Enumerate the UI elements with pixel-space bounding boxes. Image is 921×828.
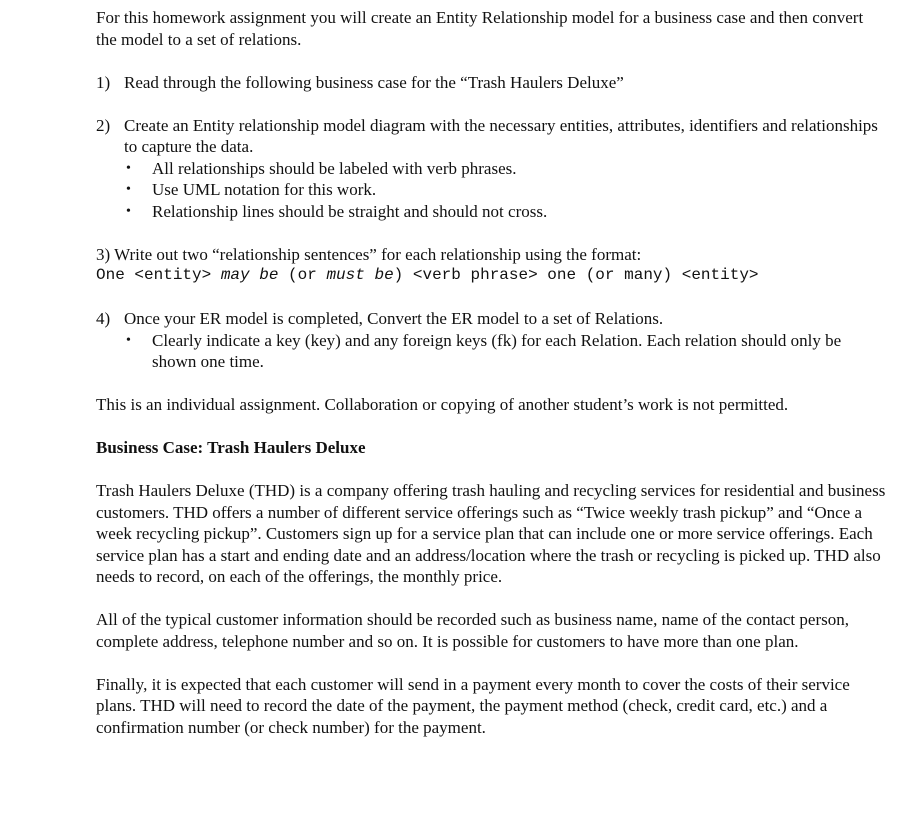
step-2 (96, 115, 886, 223)
bullet-glyph: • (126, 203, 131, 219)
format-must-be: must be (326, 266, 394, 284)
step-number: 1) (96, 72, 111, 92)
step-text: Create an Entity relationship model diagram with the necessary entities, attributes, identifiers and relationships to capture the data. (124, 115, 878, 156)
bullet-text: Clearly indicate a key (key) and any foreign keys (fk) for each Relation. Each relation should only be shown one time. (152, 330, 842, 371)
format-part: One <entity> (96, 266, 221, 284)
case-paragraph-2: All of the typical customer information should be recorded such as business name, name of the contact person, complete address, telephone number and so on. It is possible for customers to have more than one plan. (96, 610, 849, 651)
bullet-item (124, 201, 886, 223)
bullet-item (124, 158, 886, 180)
step-1 (96, 72, 886, 94)
step-number: 3) (96, 244, 111, 264)
bullet-glyph: • (126, 332, 131, 348)
intro-paragraph: For this homework assignment you will create an Entity Relationship model for a business case and then convert the model to a set of relations. (96, 8, 864, 49)
bullet-glyph: • (126, 160, 131, 176)
bullet-text: All relationships should be labeled with verb phrases. (152, 158, 517, 178)
step-number: 2) (96, 115, 111, 135)
bullet-item (124, 330, 886, 373)
step-3-line (96, 244, 886, 266)
step-4-bullets (124, 330, 886, 373)
step-number: 4) (96, 309, 111, 328)
case-paragraph-3: Finally, it is expected that each customer will send in a payment every month to cover the costs of their service plans. THD will need to record the date of the payment, the payment method (check, credit card, etc.) and a confirmation number (or check number) for the payment. (96, 674, 850, 737)
step-3 (96, 244, 886, 287)
individual-note: This is an individual assignment. Collaboration or copying of another student’s work is not permitted. (96, 395, 789, 414)
step-text: Read through the following business case for the “Trash Haulers Deluxe” (124, 72, 624, 92)
format-part: ) <verb phrase> one (or many) <entity> (393, 266, 759, 284)
bullet-text: Use UML notation for this work. (152, 180, 377, 199)
document-body (96, 7, 886, 738)
format-part: (or (278, 266, 327, 284)
case-heading: Business Case: Trash Haulers Deluxe (96, 438, 366, 457)
bullet-item (124, 179, 886, 201)
case-paragraph-1: Trash Haulers Deluxe (THD) is a company offering trash hauling and recycling services for residential and business customers. THD offers a number of different service offerings such as “Twice weekly trash pickup” and “Once a week recycling pickup”. Customers sign up for a service plan that can include one or more service offerings. Each service plan has a start and ending date and an address/location where the trash or recycling is picked up. THD also needs to record, on each of the offerings, the monthly price. (96, 481, 886, 586)
bullet-glyph: • (126, 182, 131, 197)
bullet-text: Relationship lines should be straight and should not cross. (152, 201, 548, 221)
step-2-bullets (124, 158, 886, 223)
step-text: Write out two “relationship sentences” for each relationship using the format: (114, 244, 642, 264)
step-4 (96, 308, 886, 373)
format-may-be: may be (220, 266, 279, 284)
relationship-format (96, 265, 886, 287)
step-text: Once your ER model is completed, Convert the ER model to a set of Relations. (124, 309, 664, 328)
